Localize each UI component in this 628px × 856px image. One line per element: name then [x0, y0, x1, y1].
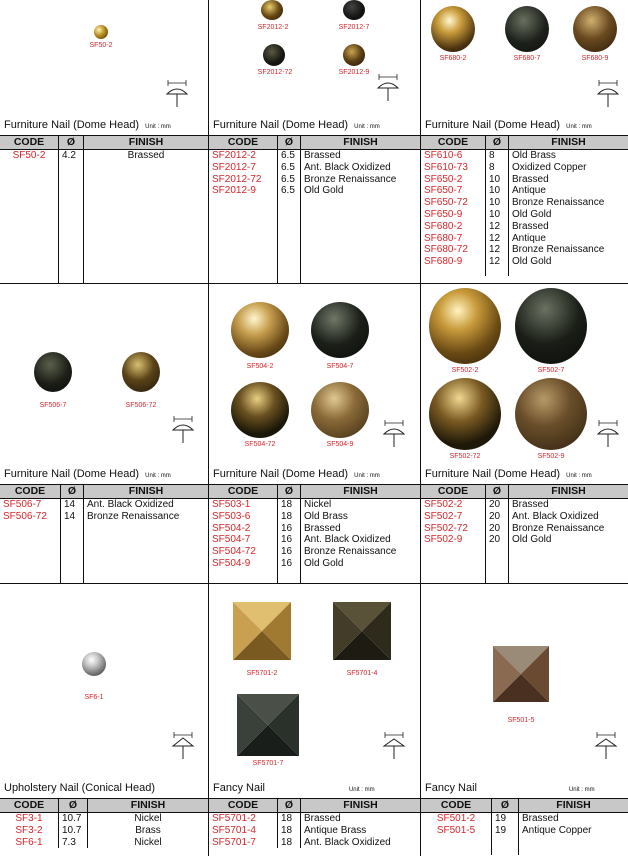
- nail-image: [515, 378, 587, 450]
- nail-image: [505, 6, 549, 52]
- image-label: SF2012-9: [338, 69, 370, 76]
- dia-header: Ø: [486, 485, 509, 499]
- image-label: SF502-2: [451, 367, 479, 374]
- table-row: SF650-2 10 Brassed: [421, 174, 628, 186]
- finish-header: FINISH: [84, 485, 209, 499]
- dia-header: Ø: [278, 136, 301, 150]
- panel-sf506: [0, 284, 208, 583]
- table-row: SF504-7 16 Ant. Black Oxidized: [209, 534, 420, 546]
- dome-nail-dimension-icon: [164, 80, 190, 108]
- table-row: SF680-72 12 Bronze Renaissance: [421, 244, 628, 256]
- panel-title: Furniture Nail (Dome Head) Unit : mm: [4, 119, 171, 131]
- table-row: SF2012-7 6.5 Ant. Black Oxidized: [209, 162, 420, 174]
- table-row: SF502-9 20 Old Gold: [421, 534, 628, 583]
- table-row: SF650-7 10 Antique: [421, 185, 628, 197]
- panel-title: Furniture Nail (Dome Head) Unit : mm: [425, 468, 592, 480]
- finish-header: FINISH: [84, 136, 209, 150]
- image-label: SF50-2: [89, 42, 113, 49]
- finish-header: FINISH: [88, 799, 209, 813]
- panel-title: Fancy Nail Unit : mm: [213, 782, 375, 794]
- table-row: SF2012-9 6.5 Old Gold: [209, 185, 420, 283]
- finish-header: FINISH: [301, 485, 421, 499]
- table-row: SF680-2 12 Brassed: [421, 221, 628, 233]
- nail-image: [263, 44, 285, 66]
- code-header: CODE: [209, 136, 278, 150]
- conical-nail-dimension-icon: [170, 732, 196, 760]
- finish-header: FINISH: [301, 136, 421, 150]
- pyramid-nail-image: [237, 694, 299, 756]
- image-label: SF5701-2: [246, 670, 278, 677]
- spec-table: [421, 798, 628, 855]
- image-label: SF5701-4: [346, 670, 378, 677]
- pyramid-nail-image: [333, 602, 391, 660]
- nail-image: [343, 44, 365, 66]
- panel-title: Furniture Nail (Dome Head) Unit : mm: [4, 468, 171, 480]
- table-row: SF502-72 20 Bronze Renaissance: [421, 523, 628, 535]
- panel-title: Upholstery Nail (Conical Head): [4, 782, 156, 794]
- panel-sf50: [0, 0, 208, 283]
- code-header: CODE: [421, 799, 492, 813]
- nail-image: [573, 6, 617, 52]
- image-label: SF506-72: [125, 402, 157, 409]
- table-row: SF650-72 10 Bronze Renaissance: [421, 197, 628, 209]
- dia-header: Ø: [59, 799, 88, 813]
- pyramid-nail-image: [493, 646, 549, 702]
- image-label: SF504-72: [244, 441, 276, 448]
- dia-header: Ø: [278, 485, 301, 499]
- spec-table: [0, 484, 208, 583]
- table-row: SF3-2 10.7 Brass: [0, 825, 208, 837]
- dia-header: Ø: [486, 136, 509, 150]
- nail-image: [231, 382, 289, 438]
- table-row: SF680-7 12 Antique: [421, 233, 628, 245]
- spec-table: [0, 798, 208, 848]
- finish-header: FINISH: [509, 485, 628, 499]
- table-row: SF610-6 8 Old Brass: [421, 150, 628, 162]
- table-row: SF3-1 10.7 Nickel: [0, 813, 208, 825]
- image-label: SF502-9: [537, 453, 565, 460]
- table-row: SF504-9 16 Old Gold: [209, 558, 420, 583]
- image-label: SF5701-7: [252, 760, 284, 767]
- nail-image: [231, 302, 289, 358]
- image-label: SF680-7: [513, 55, 541, 62]
- image-label: SF2012-7: [338, 24, 370, 31]
- panel-sf5701: [209, 584, 420, 856]
- image-label: SF502-72: [449, 453, 481, 460]
- table-row: SF506-72 14 Bronze Renaissance: [0, 511, 208, 583]
- pyramid-nail-image: [233, 602, 291, 660]
- nail-image: [311, 302, 369, 358]
- panel-sf6: [0, 584, 208, 856]
- table-row: SF5701-7 18 Ant. Black Oxidized: [209, 837, 420, 849]
- dome-nail-dimension-icon: [381, 420, 407, 448]
- panel-sf680: [421, 0, 628, 283]
- image-label: SF2012-2: [257, 24, 289, 31]
- image-label: SF2012-72: [257, 69, 293, 76]
- panel-sf502: [421, 284, 628, 583]
- spec-table: [209, 135, 420, 283]
- panel-title: Furniture Nail (Dome Head) Unit : mm: [213, 468, 380, 480]
- image-label: SF504-2: [246, 363, 274, 370]
- nail-image: [261, 0, 283, 20]
- panel-title: Furniture Nail (Dome Head) Unit : mm: [425, 119, 592, 131]
- finish-header: FINISH: [509, 136, 628, 150]
- panel-sf2012: [209, 0, 420, 283]
- table-row: SF501-2 19 Brassed: [421, 813, 628, 825]
- table-row: SF502-2 20 Brassed: [421, 499, 628, 511]
- panel-title: Fancy Nail Unit : mm: [425, 782, 595, 794]
- table-row: SF506-7 14 Ant. Black Oxidized: [0, 499, 208, 511]
- image-label: SF506-7: [39, 402, 67, 409]
- table-row: SF50-2 4.2 Brassed: [0, 150, 208, 284]
- nail-image: [122, 352, 160, 392]
- dia-header: Ø: [492, 799, 519, 813]
- image-label: SF6-1: [84, 694, 104, 701]
- spec-table: [209, 798, 420, 848]
- table-row: SF501-5 19 Antique Copper: [421, 825, 628, 855]
- nail-image: [515, 288, 587, 364]
- spec-table: [0, 135, 208, 283]
- nail-image: [34, 352, 72, 392]
- code-header: CODE: [0, 799, 59, 813]
- finish-header: FINISH: [301, 799, 421, 813]
- nail-image: [94, 25, 108, 39]
- panel-sf501: [421, 584, 628, 856]
- dome-nail-dimension-icon: [170, 416, 196, 444]
- image-label: SF504-7: [326, 363, 354, 370]
- spec-table: [209, 484, 420, 583]
- spec-table: [421, 484, 628, 583]
- code-header: CODE: [421, 485, 486, 499]
- pyramid-nail-dimension-icon: [381, 732, 407, 760]
- table-row: SF504-72 16 Bronze Renaissance: [209, 546, 420, 558]
- nail-image: [311, 382, 369, 438]
- table-row: SF503-1 18 Nickel: [209, 499, 420, 511]
- dia-header: Ø: [61, 485, 84, 499]
- nail-image: [82, 652, 106, 676]
- table-row: SF2012-2 6.5 Brassed: [209, 150, 420, 162]
- panel-title: Furniture Nail (Dome Head) Unit : mm: [213, 119, 380, 131]
- table-row: SF6-1 7.3 Nickel: [0, 837, 208, 849]
- code-header: CODE: [209, 799, 278, 813]
- panel-sf504: [209, 284, 420, 583]
- table-row: SF650-9 10 Old Gold: [421, 209, 628, 221]
- code-header: CODE: [0, 485, 61, 499]
- table-row: SF2012-72 6.5 Bronze Renaissance: [209, 174, 420, 186]
- nail-image: [431, 6, 475, 52]
- finish-header: FINISH: [519, 799, 628, 813]
- dome-nail-dimension-icon: [595, 80, 621, 108]
- table-row: SF5701-2 18 Brassed: [209, 813, 420, 825]
- code-header: CODE: [209, 485, 278, 499]
- dia-header: Ø: [278, 799, 301, 813]
- dome-nail-dimension-icon: [595, 420, 621, 448]
- table-row: SF503-6 18 Old Brass: [209, 511, 420, 523]
- table-row: SF610-73 8 Oxidized Copper: [421, 162, 628, 174]
- table-row: SF680-9 12 Old Gold: [421, 256, 628, 276]
- code-header: CODE: [421, 136, 486, 150]
- dia-header: Ø: [59, 136, 84, 150]
- nail-image: [429, 378, 501, 450]
- pyramid-nail-dimension-icon: [593, 732, 619, 760]
- table-row: SF502-7 20 Ant. Black Oxidized: [421, 511, 628, 523]
- image-label: SF502-7: [537, 367, 565, 374]
- spec-table: [421, 135, 628, 276]
- image-label: SF501-5: [507, 717, 535, 724]
- code-header: CODE: [0, 136, 59, 150]
- image-label: SF504-9: [326, 441, 354, 448]
- nail-image: [429, 288, 501, 364]
- image-label: SF680-9: [581, 55, 609, 62]
- table-row: SF504-2 16 Brassed: [209, 523, 420, 535]
- dome-nail-dimension-icon: [375, 74, 401, 102]
- table-row: SF5701-4 18 Antique Brass: [209, 825, 420, 837]
- nail-image: [343, 0, 365, 20]
- image-label: SF680-2: [439, 55, 467, 62]
